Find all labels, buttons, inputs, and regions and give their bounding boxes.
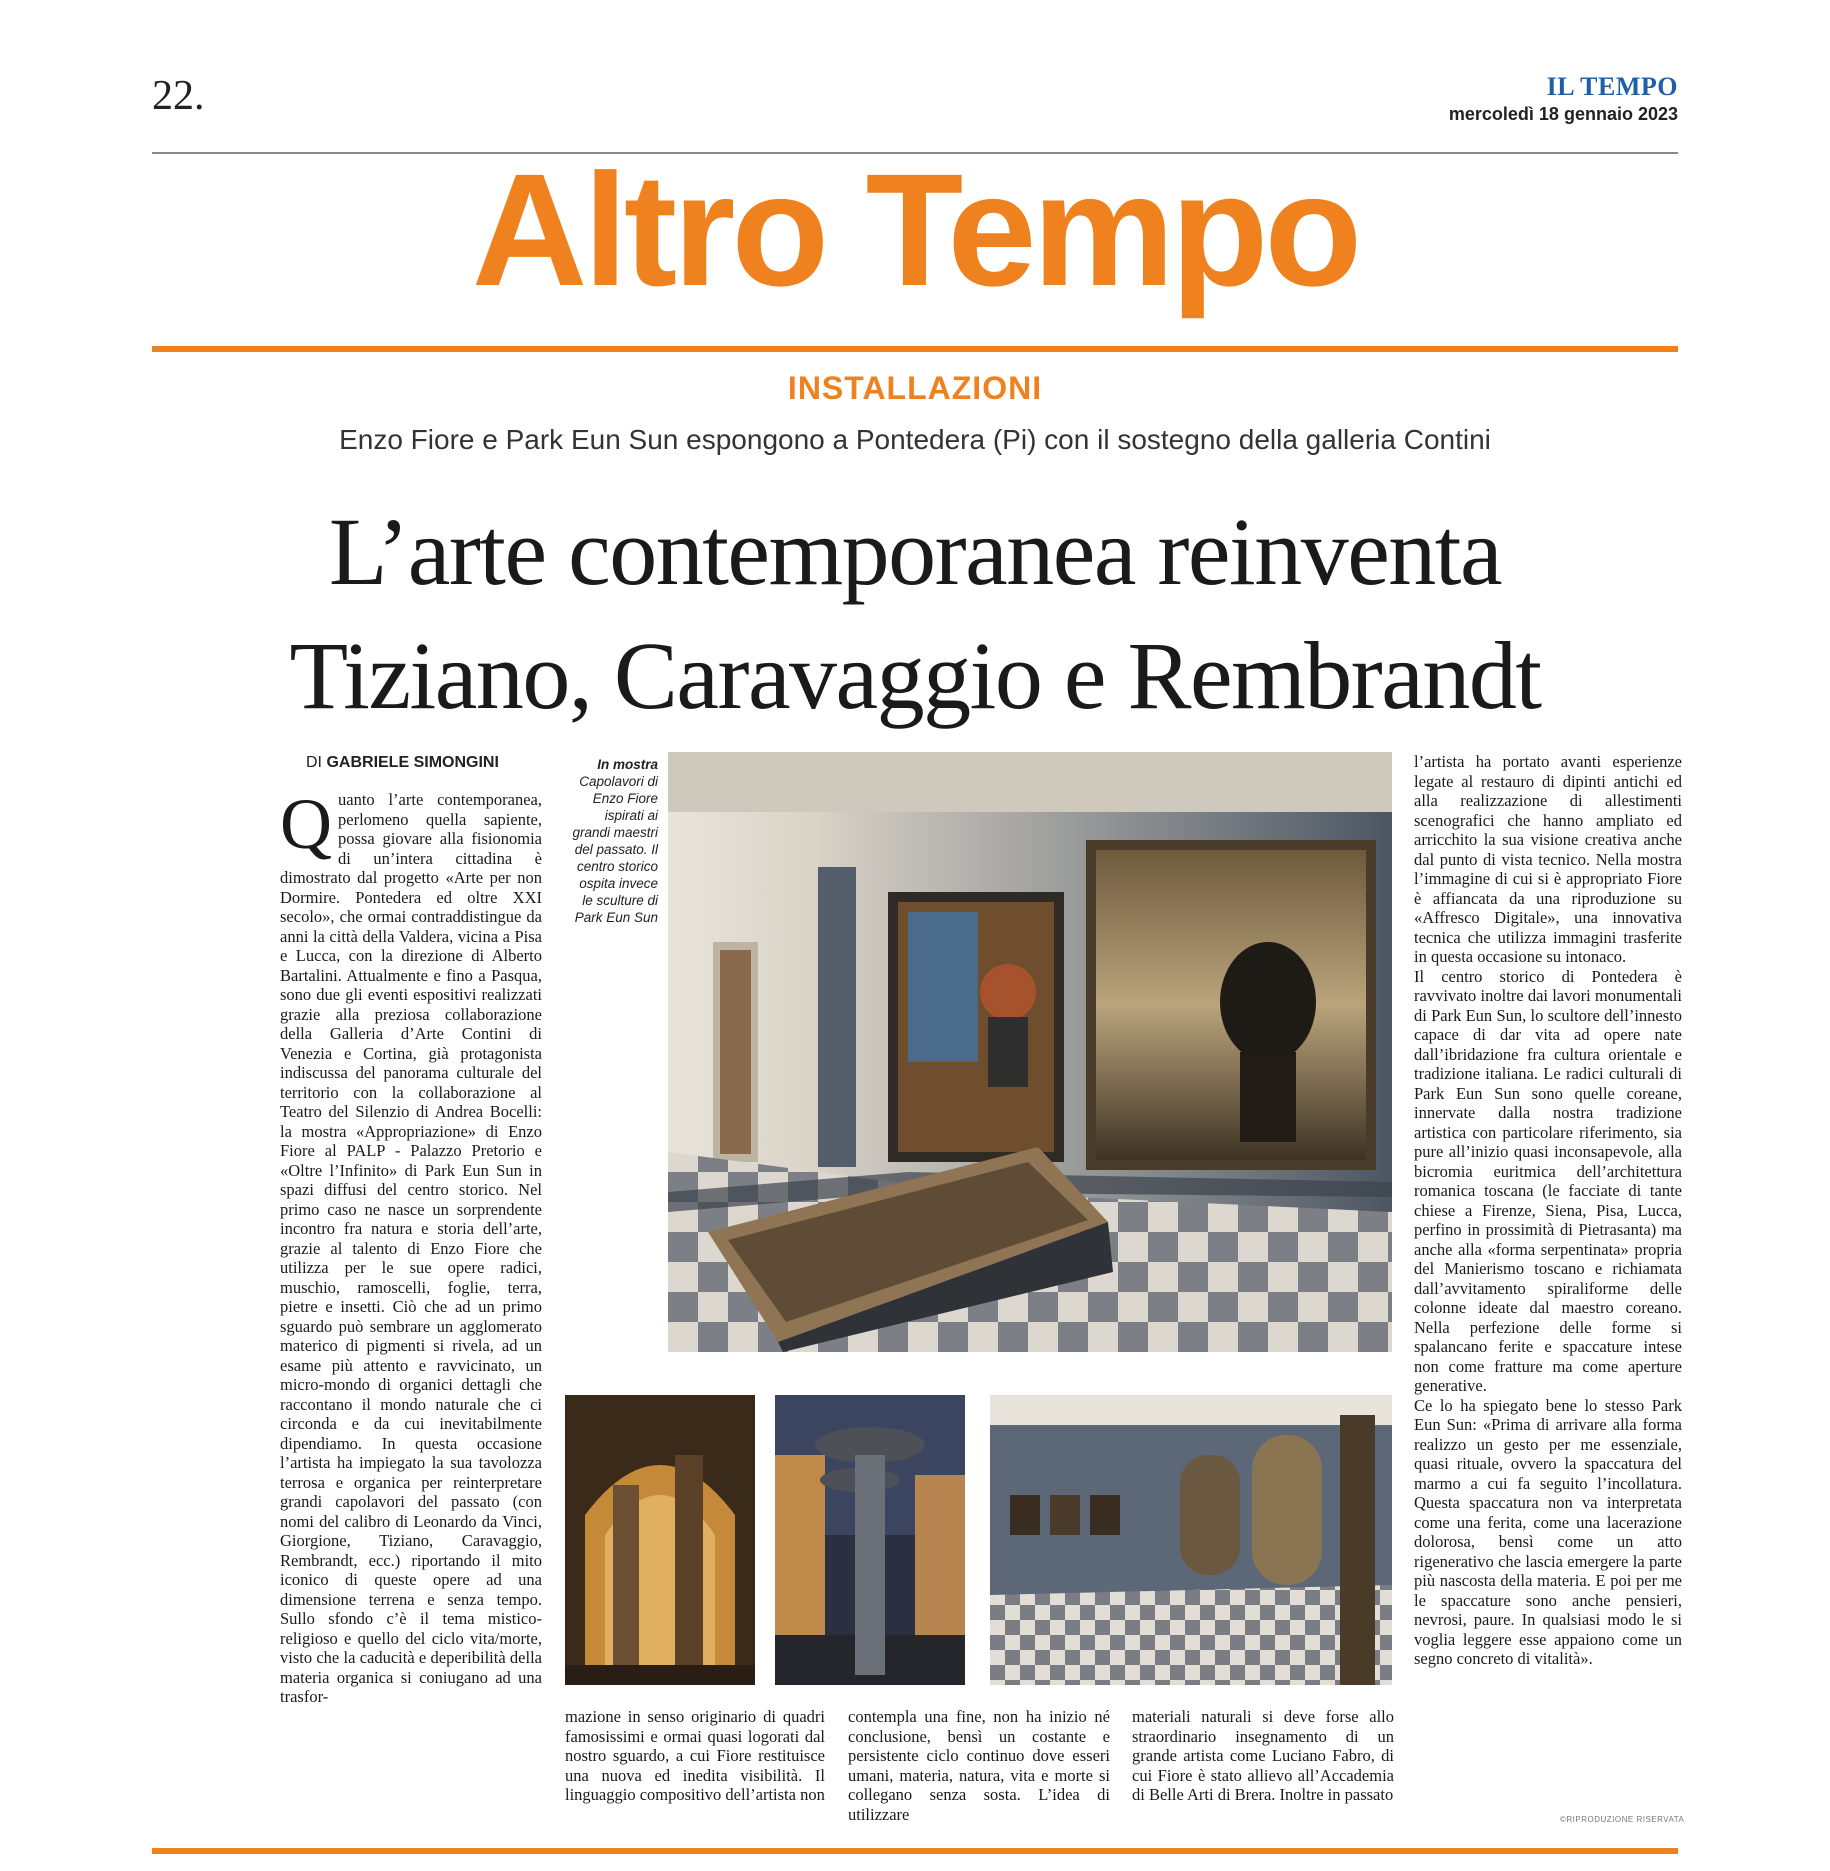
article-column-2	[565, 1707, 825, 1805]
article-headline	[140, 490, 1690, 738]
photo-sculptures-archway-image	[565, 1395, 755, 1685]
article-subtitle: Enzo Fiore e Park Eun Sun espongono a Pontedera (Pi) con il sostegno della galleria Contini	[339, 424, 1491, 455]
bottom-divider	[152, 1848, 1678, 1854]
photo-gallery-room-image	[990, 1395, 1392, 1685]
article-column-4	[1132, 1707, 1394, 1805]
newspaper-logo: IL TEMPO	[1546, 72, 1678, 101]
headline-line-2: Tiziano, Caravaggio e Rembrandt	[289, 622, 1541, 729]
caption-text: Capolavori di Enzo Fiore ispirati ai grandi maestri del passato. Il centro storico ospita invece le sculture di Park Eun Sun	[572, 774, 658, 925]
article-column-1	[280, 784, 542, 1707]
photo-caption	[566, 756, 658, 926]
column-4-text: materiali naturali si deve forse allo straordinario insegnamento di un grande artista come Luciano Fabro, di cui Fiore è stato allievo all’Accademia di Belle Arti di Brera. Inoltre in passato	[1132, 1707, 1394, 1804]
masthead	[1449, 72, 1678, 125]
article-column-3	[848, 1707, 1110, 1824]
photo-sculptures-archway	[565, 1395, 755, 1685]
column-5-paragraph-2: Il centro storico di Pontedera è ravvivato inoltre dai lavori monumentali di Park Eun Sun, lo scultore dell’innesto capace di dar vita ad opere nate dall’ibridazione fra cultura orientale e tradizione italiana. Le radici culturali di Park Eun Sun sono quelle coreane, innervate dalla nostra tradizione artistica con particolare riferimento, sia pure all’inizio quasi inconsapevole, alla bicromia euritmica dell’architettura romanica toscana (le facciate di tante chiese a Firenze, Siena, Pisa, Lucca, perfino in prossimità di Pietrasanta) ma anche alla «forma serpentinata» propria del Manierismo toscano e richiamata dall’avvitamento spiraliforme delle colonne ideate dal maestro coreano. Nella perfezione delle forme si spalancano ferite e spaccature intese non come fratture ma come aperture generative.	[1414, 966, 1682, 1395]
byline-author: GABRIELE SIMONGINI	[326, 754, 499, 771]
column-2-text: mazione in senso originario di quadri famosissimi e ormai quasi logorati dal nostro sguardo, a cui Fiore restituisce una nuova ed inedita visibilità. Il linguaggio compositivo dell’artista non	[565, 1707, 825, 1804]
article-kicker: INSTALLAZIONI	[787, 370, 1043, 406]
gallery-photo-main-image	[668, 752, 1392, 1352]
photo-gallery-room	[990, 1395, 1392, 1685]
byline	[306, 754, 499, 772]
column-5-paragraph-3: Ce lo ha spiegato bene lo stesso Park Eun Sun: «Prima di arrivare alla forma realizzo un gesto per me essenziale, quasi rituale, ovvero la spaccatura del marmo a cui fa seguito l’incollatura. Questa spaccatura non va interpretata come una ferita, come una lacerazione dolorosa, bensì come un atto rigenerativo che lascia emergere la parte più nascosta della materia. E poi per me le spaccature sono anche pensieri, nevrosi, paure. In qualsiasi modo le si voglia leggere esse appaiono come un segno concreto di vitalità».	[1414, 1395, 1682, 1668]
section-title: Altro Tempo	[471, 140, 1359, 319]
article-column-5	[1414, 752, 1682, 1669]
drop-cap: Q	[280, 784, 332, 864]
caption-lead: In mostra	[597, 757, 658, 772]
column-1-text: uanto l’arte contemporanea, perlomeno quella sapiente, possa giovare alla fisionomia di un’intera cittadina è dimostrato dal progetto «Arte per non Dormire. Pontedera ed oltre XXI secolo», che ormai contraddistingue da anni la città della Valdera, vicina a Pisa e Lucca, con la direzione di Alberto Bartalini. Attualmente e fino a Pasqua, sono due gli eventi espositivi realizzati grazie alla preziosa collaborazione della Galleria d’Arte Contini di Venezia e Cortina, già protagonista indiscussa del panorama culturale del territorio con la collaborazione al Teatro del Silenzio di Andrea Bocelli: la mostra «Appropriazione» di Enzo Fiore al PALP - Palazzo Pretorio e «Oltre l’Infinito» di Park Eun Sun in spazi diffusi del centro storico. Nel primo caso ne nasce un sorprendente incontro fra natura e storia dell’arte, grazie al talento di Enzo Fiore che utilizza per le sue opere radici, muschio, ramoscelli, foglie, terra, pietre e insetti. Ciò che ad un primo sguardo può sembrare un agglomerato materico di pigmenti si rivela, ad un esame più attento e ravvicinato, un micro-mondo di organici dettagli che raccontano il mondo naturale che ci circonda e da cui inevitabilmente dipendiamo. In questa occasione l’artista ha impiegato la sua tavolozza terrosa e organica per reinterpretare grandi capolavori del passato (con nomi del calibro di Leonardo da Vinci, Giorgione, Tiziano, Caravaggio, Rembrandt, ecc.) riportando il mito iconico di queste opere ad una dimensione terrena e senza tempo. Sullo sfondo c’è il tema mistico-religioso e quello del ciclo vita/morte, visto che la caducità e deperibilità della materia organica si coniugano ad una trasfor-	[280, 790, 542, 1706]
issue-date: mercoledì 18 gennaio 2023	[1448, 104, 1678, 124]
section-divider	[152, 346, 1678, 352]
byline-prefix: DI	[306, 754, 322, 771]
photo-sculpture-square-night-image	[775, 1395, 965, 1685]
copyright-notice: ©RIPRODUZIONE RISERVATA	[1560, 1815, 1685, 1824]
page-number: 22.	[152, 73, 205, 119]
photo-sculpture-square-night	[775, 1395, 965, 1685]
gallery-photo-main	[668, 752, 1392, 1352]
column-5-paragraph-1: l’artista ha portato avanti esperienze legate al restauro di dipinti antichi ed alla realizzazione di allestimenti scenografici che hanno ampliato ed arricchito la sua visione creativa anche dal punto di vista tecnico. Nella mostra l’immagine di cui si è appropriato Fiore è affiancata da una riproduzione su «Affresco Digitale», una innovativa tecnica che utilizza immagini trasferite in questa occasione su intonaco.	[1414, 752, 1682, 966]
headline-line-1: L’arte contemporanea reinventa	[328, 498, 1502, 605]
column-3-text: contempla una fine, non ha inizio né conclusione, bensì un costante e persistente ciclo continuo dove esseri umani, materia, natura, vita e morte si collegano senza sosta. L’idea di utilizzare	[848, 1707, 1110, 1824]
